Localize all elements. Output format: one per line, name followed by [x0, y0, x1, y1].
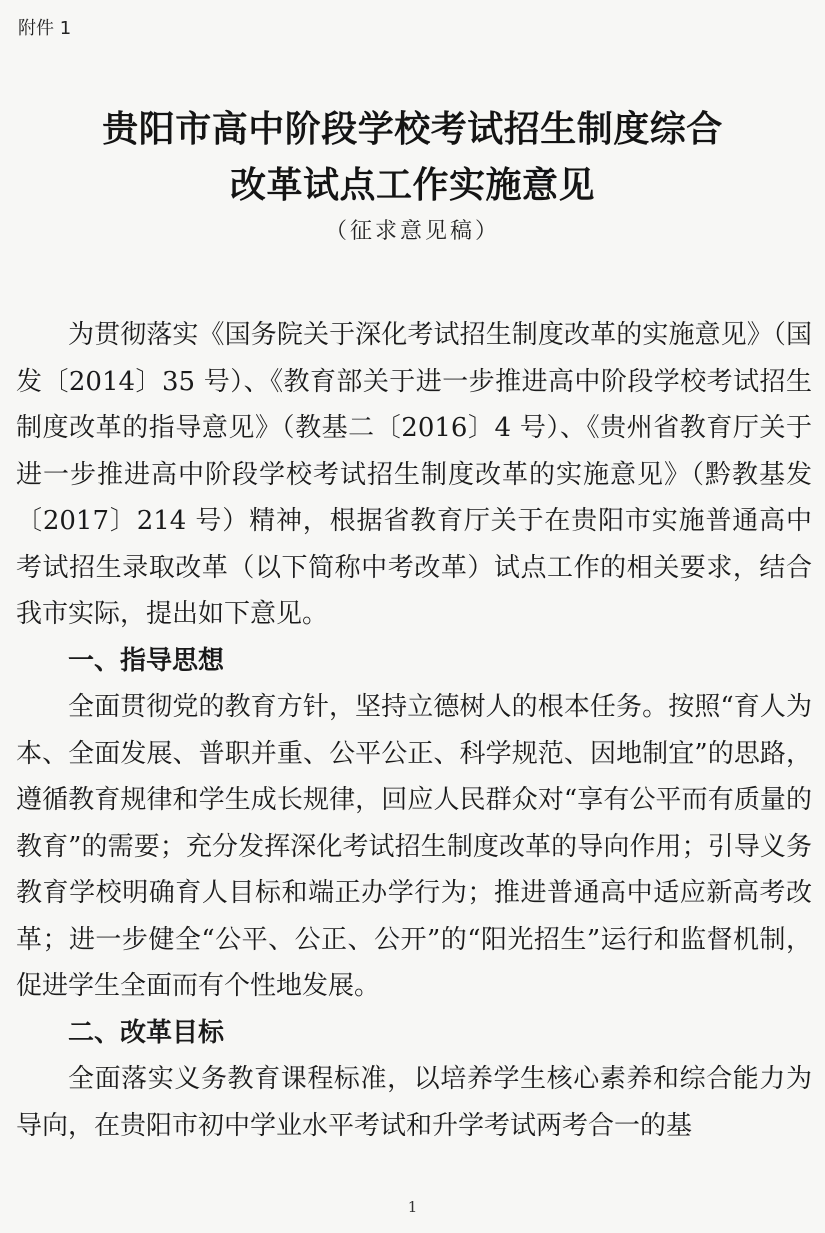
title-line-1: 贵阳市高中阶段学校考试招生制度综合	[102, 109, 723, 150]
document-body	[16, 312, 812, 1149]
section-heading-guiding-ideology: 一、指导思想	[68, 645, 225, 676]
paragraph-guiding-ideology: 全面贯彻党的教育方针，坚持立德树人的根本任务。按照“育人为本、全面发展、普职并重、公平公正、科学规范、因地制宜”的思路，遵循教育规律和学生成长规律，回应人民群众对“享有公平而有质量的教育”的需要；充分发挥深化考试招生制度改革的导向作用；引导义务教育学校明确育人目标和端正办学行为；推进普通高中适应新高考改革；进一步健全“公平、公正、公开”的“阳光招生”运行和监督机制，促进学生全面而有个性地发展。	[16, 692, 812, 1001]
page-number: 1	[407, 1198, 418, 1216]
paragraph-intro: 为贯彻落实《国务院关于深化考试招生制度改革的实施意见》（国发〔2014〕35 号）、《教育部关于进一步推进高中阶段学校考试招生制度改革的指导意见》（教基二〔2016〕4 号）、《贵州省教育厅关于进一步推进高中阶段学校考试招生制度改革的实施意见》（黔教基发〔2017〕214 号）精神，根据省教育厅关于在贵阳市实施普通高中考试招生录取改革（以下简称中考改革）试点工作的相关要求，结合我市实际，提出如下意见。	[16, 320, 812, 629]
paragraph-reform-goals: 全面落实义务教育课程标准，以培养学生核心素养和综合能力为导向，在贵阳市初中学业水平考试和升学考试两考合一的基	[16, 1064, 812, 1141]
attachment-label: 附件 1	[18, 18, 72, 39]
title-line-2: 改革试点工作实施意见	[229, 165, 595, 206]
document-title	[0, 102, 825, 214]
document-subtitle: （征求意见稿）	[324, 219, 500, 244]
section-heading-reform-goals: 二、改革目标	[68, 1017, 225, 1048]
